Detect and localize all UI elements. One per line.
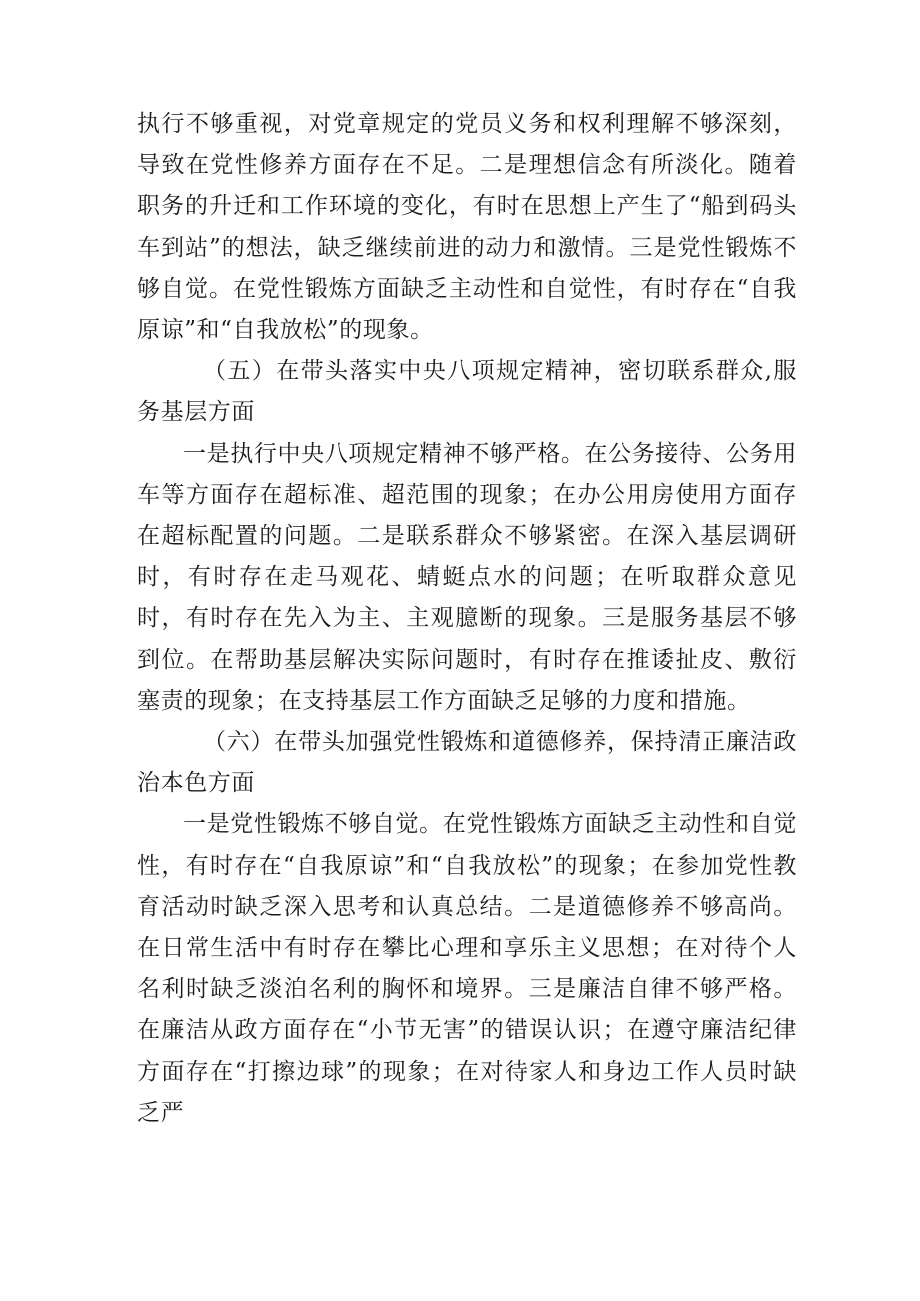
document-body — [137, 104, 797, 1134]
section-heading-six: （六）在带头加强党性锻炼和道德修养，保持清正廉洁政治本色方面 — [137, 729, 797, 797]
paragraph-section-five: 一是执行中央八项规定精神不够严格。在公务接待、公务用车等方面存在超标准、超范围的现象；在办公用房使用方面存在超标配置的问题。二是联系群众不够紧密。在深入基层调研时，有时存在走马观花、蜻蜓点水的问题；在听取群众意见时，有时存在先入为主、主观臆断的现象。三是服务基层不够到位。在帮助基层解决实际问题时，有时存在推诿扯皮、敷衍塞责的现象；在支持基层工作方面缺乏足够的力度和措施。 — [137, 440, 797, 714]
paragraph-section-six: 一是党性锻炼不够自觉。在党性锻炼方面缺乏主动性和自觉性，有时存在“自我原谅”和“自我放松”的现象；在参加党性教育活动时缺乏深入思考和认真总结。二是道德修养不够高尚。在日常生活中有时存在攀比心理和享乐主义思想；在对待个人名利时缺乏淡泊名利的胸怀和境界。三是廉洁自律不够严格。在廉洁从政方面存在“小节无害”的错误认识；在遵守廉洁纪律方面存在“打擦边球”的现象；在对待家人和身边工作人员时缺乏严 — [137, 811, 797, 1126]
section-heading-five: （五）在带头落实中央八项规定精神，密切联系群众,服务基层方面 — [137, 358, 797, 426]
paragraph-continuation: 执行不够重视，对党章规定的党员义务和权利理解不够深刻，导致在党性修养方面存在不足。二是理想信念有所淡化。随着职务的升迁和工作环境的变化，有时在思想上产生了“船到码头车到站”的想法，缺乏继续前进的动力和激情。三是党性锻炼不够自觉。在党性锻炼方面缺乏主动性和自觉性，有时存在“自我原谅”和“自我放松”的现象。 — [137, 111, 797, 344]
